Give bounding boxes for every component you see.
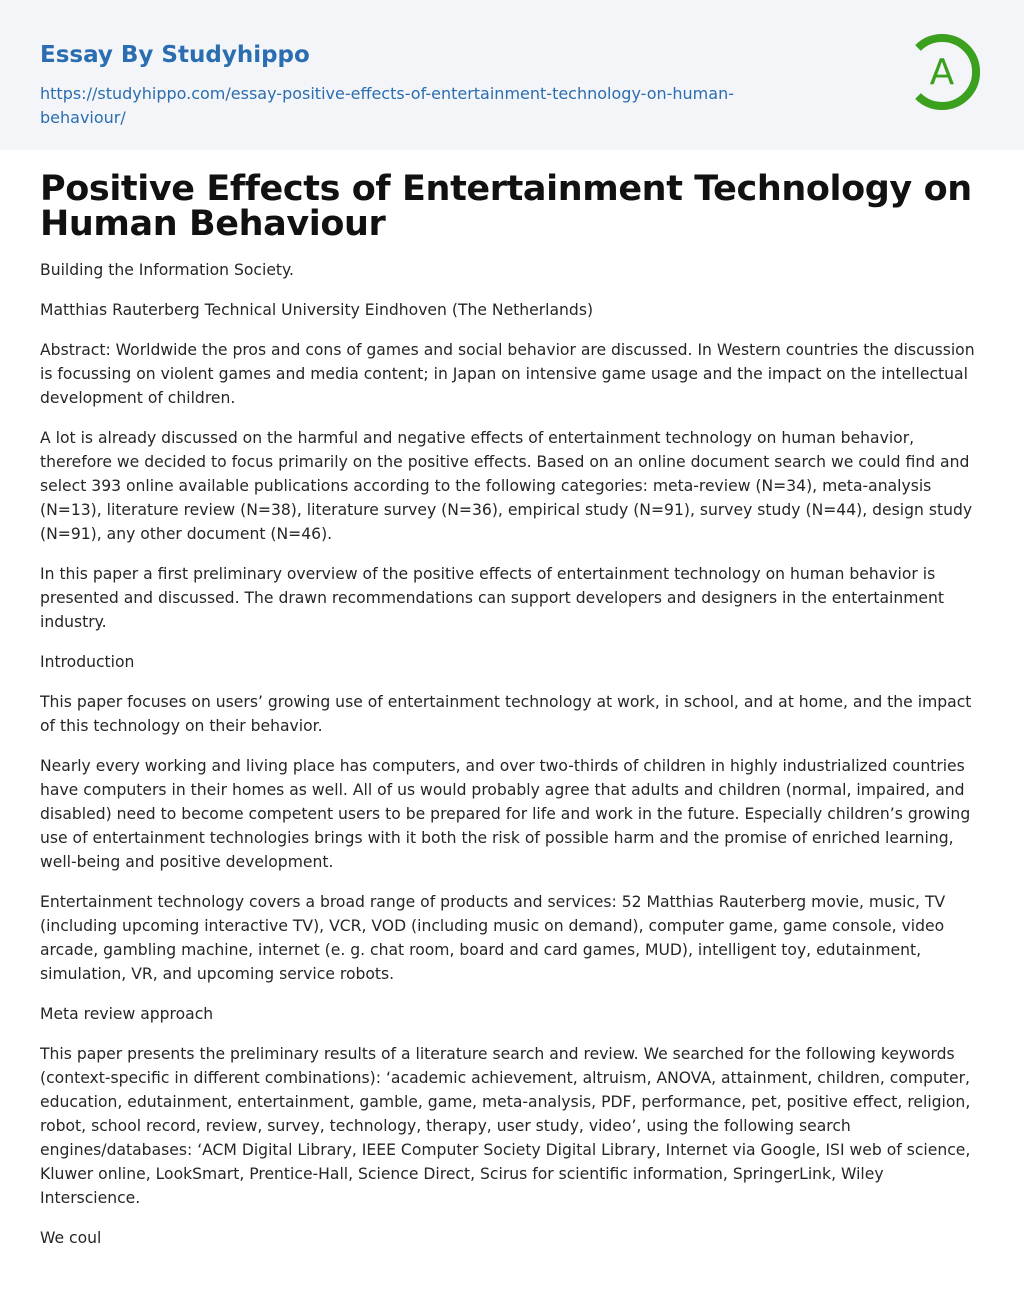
site-header xyxy=(0,0,1024,150)
paragraph: Nearly every working and living place has computers, and over two-thirds of children in highly industrialized countries have computers in their homes as well. All of us would probably agree that adults and children (normal, impaired, and disabled) need to become competent users to be prepared for life and work in the future. Especially children’s growing use of entertainment technologies brings with it both the risk of possible harm and the promise of enriched learning, well-being and positive development. xyxy=(40,757,971,871)
paragraph: This paper presents the preliminary results of a literature search and review. We searched for the following keywords (context-specific in different combinations): ‘academic achievement, altruism, ANOVA, attainment, children, computer, education, edutainment, entertainment, gamble, game, meta-analysis, PDF, performance, pet, positive effect, religion, robot, school record, review, survey, technology, therapy, user study, video’, using the following search engines/databases: ‘ACM Digital Library, IEEE Computer Society Digital Library, Internet via Google, ISI web of science, Kluwer online, LookSmart, Prentice-Hall, Science Direct, Scirus for scientific information, SpringerLink, Wiley Interscience. xyxy=(40,1045,971,1207)
paragraph: In this paper a first preliminary overview of the positive effects of entertainment technology on human behavior is presented and discussed. The drawn recommendations can support developers and designers in the entertainment industry. xyxy=(40,565,945,631)
paragraph: Matthias Rauterberg Technical University Eindhoven (The Netherlands) xyxy=(40,301,594,319)
paragraph-truncated: We coul xyxy=(40,1229,102,1247)
site-title[interactable]: Essay By Studyhippo xyxy=(40,42,310,68)
paragraph: This paper focuses on users’ growing use of entertainment technology at work, in school, and at home, and the impact of this technology on their behavior. xyxy=(40,693,972,735)
paragraph: Abstract: Worldwide the pros and cons of games and social behavior are discussed. In Western countries the discussion is focussing on violent games and media content; in Japan on intensive game usage and the impact on the intellectual development of children. xyxy=(40,341,975,407)
essay-title: Positive Effects of Entertainment Technology on Human Behaviour xyxy=(40,169,972,244)
studyhippo-logo-icon[interactable] xyxy=(898,28,986,116)
paragraph: A lot is already discussed on the harmful and negative effects of entertainment technology on human behavior, therefore we decided to focus primarily on the positive effects. Based on an online document search we could find and select 393 online available publications according to the following categories: meta-review (N=34), meta-analysis (N=13), literature review (N=38), literature survey (N=36), empirical study (N=91), survey study (N=44), design study (N=91), any other document (N=46). xyxy=(40,429,973,543)
section-heading-introduction: Introduction xyxy=(40,653,135,671)
paragraph: Building the Information Society. xyxy=(40,261,294,279)
paragraph: Entertainment technology covers a broad range of products and services: 52 Matthias Rauterberg movie, music, TV (including upcoming interactive TV), VCR, VOD (including music on demand), computer game, game console, video arcade, gambling machine, internet (e. g. chat room, board and card games, MUD), intelligent toy, edutainment, simulation, VR, and upcoming service robots. xyxy=(40,893,946,983)
section-heading-meta-review: Meta review approach xyxy=(40,1005,214,1023)
essay-content xyxy=(0,169,1024,1250)
logo-letter: A xyxy=(929,52,955,93)
essay-url-link[interactable]: https://studyhippo.com/essay-positive-effects-of-entertainment-technology-on-human-behaviour/ xyxy=(40,84,734,127)
